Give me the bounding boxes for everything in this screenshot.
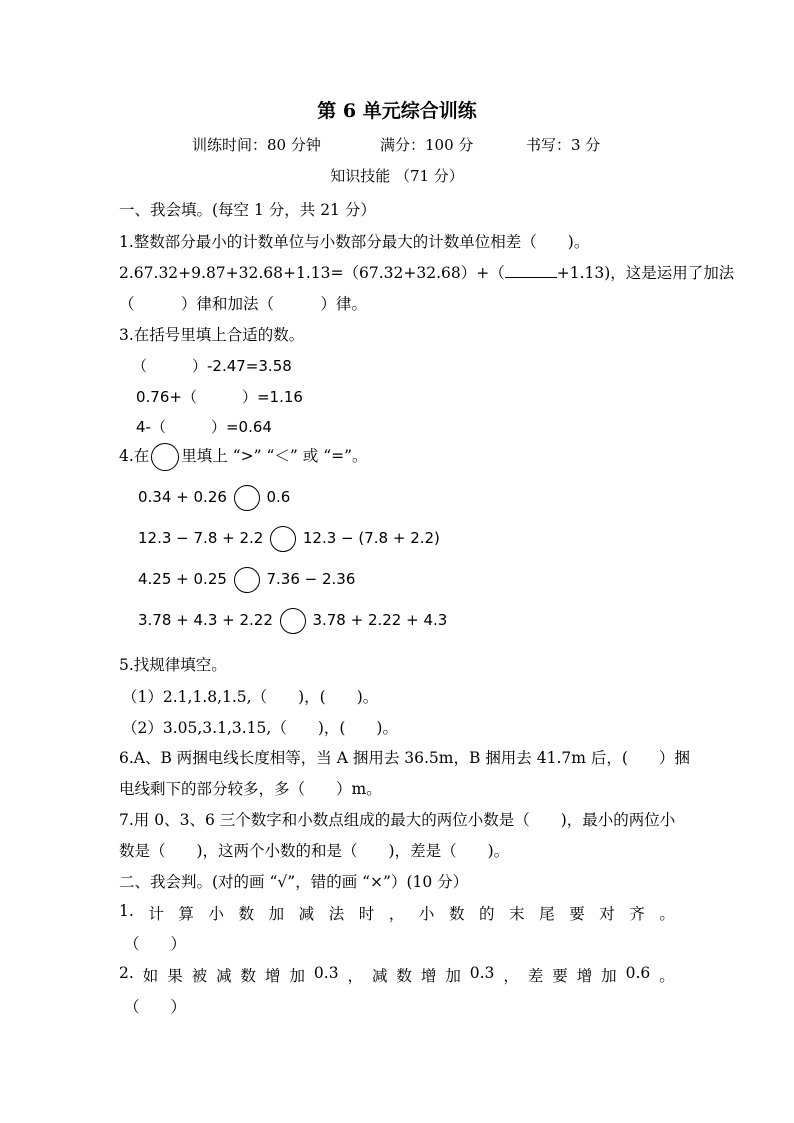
question-7-line2: 数是（ )，这两个小数的和是（ )，差是（ )。 [119, 842, 510, 860]
part1-heading: 一、我会填。(每空 1 分，共 21 分） [119, 201, 376, 219]
judge-char: 对 [599, 905, 615, 923]
full-score-info: 满分：100 分 [380, 136, 474, 154]
question-2-text-a: 2.67.32+9.87+32.68+1.13=（67.32+32.68）+（ [119, 264, 505, 282]
judge-char: 数 [240, 967, 257, 985]
judge-char: 末 [509, 905, 525, 923]
compare-circle[interactable] [234, 485, 260, 511]
judge-char: 数 [238, 905, 255, 923]
judge-char: 果 [167, 967, 183, 985]
compare-left: 4.25 + 0.25 [138, 570, 227, 588]
judge-char: 增 [420, 967, 437, 985]
circle-icon [151, 443, 179, 471]
question-2-line2: （ ）律和加法（ ）律。 [119, 295, 368, 313]
question-7-line1: 7.用 0、3、6 三个数字和小数点组成的最大的两位小数是（ )，最小的两位小 [119, 811, 676, 829]
question-6-line1: 6.A、B 两捆电线长度相等，当 A 捆用去 36.5m，B 捆用去 41.7m 后，( ）捆 [119, 749, 690, 767]
judge-char: 增 [576, 967, 593, 985]
judge-question-2 [119, 964, 675, 986]
compare-right: 7.36 − 2.36 [266, 570, 356, 588]
judge-char: 数 [448, 905, 465, 923]
answer-blank [505, 263, 557, 278]
judge-char: 算 [178, 905, 194, 923]
compare-right: 3.78 + 2.22 + 4.3 [312, 611, 448, 629]
compare-right: 12.3 − (7.8 + 2.2) [302, 529, 440, 547]
question-3-item: 0.76+（ ）=1.16 [136, 388, 303, 406]
judge-char: 尾 [539, 905, 555, 923]
judge-char: 的 [479, 905, 495, 923]
question-4-text-a: 4.在 [119, 447, 150, 465]
question-3-item: （ ）-2.47=3.58 [132, 357, 292, 375]
compare-left: 3.78 + 4.3 + 2.22 [138, 611, 273, 629]
judge-char: 1. [119, 902, 134, 920]
compare-left: 0.34 + 0.26 [138, 488, 227, 506]
question-5-item: （1）2.1,1.8,1.5,（ )，( )。 [122, 688, 379, 706]
judge-char: 小 [208, 905, 224, 923]
question-1: 1.整数部分最小的计数单位与小数部分最大的计数单位相差（ )。 [119, 233, 590, 251]
question-6-line2: 电线剩下的部分较多，多（ ）m。 [119, 780, 382, 798]
question-3-heading: 3.在括号里填上合适的数。 [119, 326, 305, 344]
section-subtitle: 知识技能 （71 分） [330, 167, 464, 185]
judge-char: 法 [328, 905, 345, 923]
writing-score-info: 书写：3 分 [526, 136, 601, 154]
judge-char: 2. [119, 964, 134, 982]
judge-char: 。 [659, 905, 675, 923]
compare-circle[interactable] [270, 526, 296, 552]
judge-char: ， [503, 967, 519, 985]
judge-char: 减 [216, 967, 232, 985]
judge-question-2-bracket[interactable]: （ ） [124, 998, 187, 1016]
question-5-heading: 5.找规律填空。 [119, 656, 227, 674]
part2-heading: 二、我会判。(对的画 “√”，错的画 “×”）(10 分） [119, 873, 469, 891]
judge-char: 加 [268, 905, 285, 923]
compare-circle[interactable] [234, 567, 260, 593]
question-3-item: 4-（ ）=0.64 [136, 418, 272, 436]
question-4-heading [119, 441, 368, 471]
judge-char: 加 [289, 967, 305, 985]
judge-char: 差 [527, 967, 544, 985]
judge-char: 0.3 [313, 964, 339, 982]
compare-circle[interactable] [280, 608, 306, 634]
judge-char: 时 [358, 905, 375, 923]
page-title: 第 6 单元综合训练 [317, 100, 477, 122]
compare-row [138, 483, 290, 511]
judge-char: 齐 [629, 905, 645, 923]
compare-row [138, 606, 447, 634]
judge-char: 计 [148, 905, 164, 923]
time-info: 训练时间：80 分钟 [192, 136, 321, 154]
judge-question-1-bracket[interactable]: （ ） [124, 935, 187, 953]
judge-char: 如 [142, 967, 159, 985]
judge-char: 加 [601, 967, 617, 985]
judge-char: 减 [371, 967, 388, 985]
compare-right: 0.6 [266, 488, 291, 506]
judge-char: 增 [265, 967, 281, 985]
judge-char: 0.6 [625, 964, 651, 982]
judge-char: ， [347, 967, 364, 985]
judge-char: 数 [396, 967, 412, 985]
judge-char: ， [388, 905, 405, 923]
compare-row [138, 524, 440, 552]
judge-char: 。 [659, 967, 675, 985]
compare-left: 12.3 − 7.8 + 2.2 [138, 529, 264, 547]
judge-char: 加 [445, 967, 461, 985]
judge-char: 被 [191, 967, 208, 985]
judge-question-1 [119, 902, 675, 924]
question-2-line1 [119, 261, 734, 283]
question-2-text-b: +1.13)，这是运用了加法 [556, 264, 735, 282]
compare-row [138, 565, 355, 593]
judge-char: 要 [552, 967, 568, 985]
judge-char: 小 [418, 905, 435, 923]
judge-char: 减 [298, 905, 315, 923]
judge-char: 0.3 [469, 964, 495, 982]
judge-char: 要 [569, 905, 585, 923]
question-5-item: （2）3.05,3.1,3.15,（ )，( )。 [122, 719, 398, 737]
question-4-text-b: 里填上 “>” “＜” 或 “=”。 [181, 447, 368, 465]
